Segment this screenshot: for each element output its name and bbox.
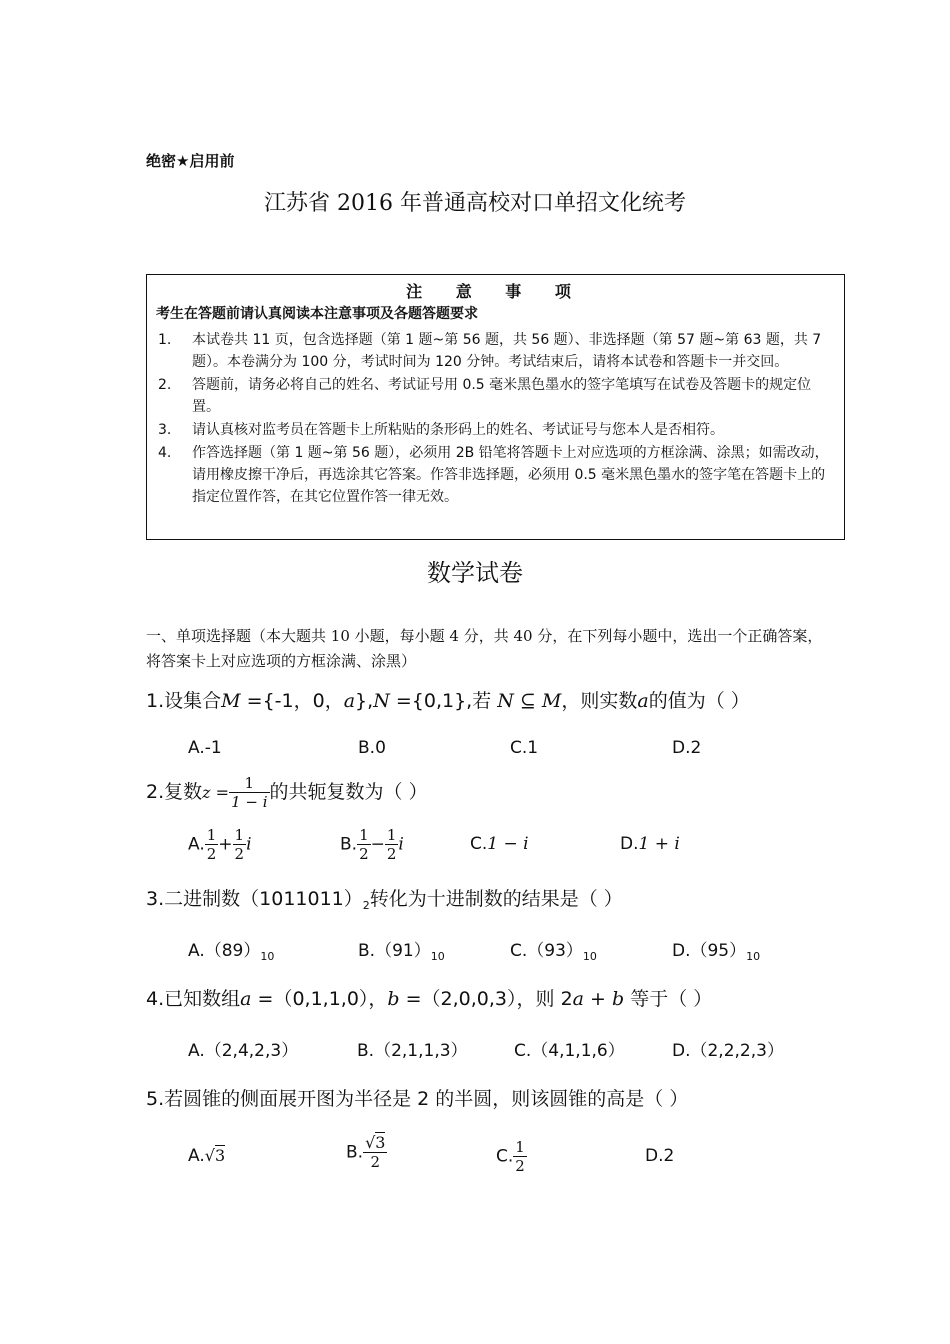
option-a [188,826,252,863]
question-text: =（0,1,1,0）， [251,988,388,1010]
option-label: C. [470,834,488,854]
fraction [513,1138,527,1175]
notice-item-number: 2. [158,377,172,393]
notice-title: 注 意 事 项 [406,282,585,301]
fraction-numerator: 1 [386,826,397,844]
question-number: 4. [146,988,165,1010]
math-operator: + [218,834,233,855]
notice-subtitle: 考生在答题前请认真阅读本注意事项及各题答题要求 [156,306,478,322]
math-var: a [572,988,584,1010]
math-var: a [637,690,649,712]
fraction-denominator: 1 − i [231,793,268,811]
option-b [340,826,404,863]
notice-item [156,442,836,508]
question-text: }, [355,690,374,712]
question-text: 的共轭复数为（ ） [269,781,428,803]
math-var: b [387,988,400,1010]
fraction [385,826,399,863]
option-label: A. [188,1146,205,1166]
fraction-numerator: 1 [515,1138,525,1156]
question-number: 5. [146,1088,165,1110]
option-a [188,936,274,963]
option-d [672,936,760,963]
math-var: a [240,988,252,1010]
fraction [357,826,371,863]
question-text: 设集合 [164,690,222,712]
option-c: C.1 [510,738,539,758]
fraction-numerator: 1 [229,774,269,793]
option-c [510,936,597,963]
option-label: B.（91） [358,941,431,961]
exam-title: 江苏省 2016 年普通高校对口单招文化统考 [264,191,686,216]
math-operator: − [370,834,385,855]
math-var: z = [202,783,230,802]
subscript: 10 [746,950,761,963]
option-a: A.（2,4,2,3） [188,1041,299,1061]
option-label: A. [188,834,205,855]
subscript: 2 [362,899,370,912]
question-text: ={0,1},若 [389,690,498,712]
question-text: 复数 [164,781,203,803]
option-label: B. [346,1142,364,1163]
question-1 [146,686,750,713]
question-text: 已知数组 [164,988,241,1010]
fraction [363,1134,387,1171]
fraction [229,774,269,811]
option-label: B. [340,834,358,855]
option-d: D.2 [645,1146,675,1166]
math-var: b [611,988,625,1010]
notice-item-number: 1. [158,332,172,348]
square-root: √3 [204,1146,226,1165]
option-c [470,834,529,854]
option-a: A.-1 [188,738,222,758]
fraction-denominator: 2 [206,845,217,863]
fraction-numerator: 1 [234,826,245,844]
fraction [233,826,247,863]
fraction-numerator: 1 [359,826,369,844]
fraction-denominator: 2 [234,845,245,863]
notice-item-text: 本试卷共 11 页，包含选择题（第 1 题~第 56 题，共 56 题）、非选择题（第 57 题~第 63 题，共 7 题）。本卷满分为 100 分，考试时间为 120 分钟。考试结束后，请将本试卷和答题卡一并交回。 [192,332,822,370]
fraction-denominator: 2 [386,845,397,863]
option-label: A.（89） [188,941,261,961]
radicand: 3 [214,1146,226,1165]
option-value: 1 + i [638,834,680,854]
notice-item-text: 答题前，请务必将自己的姓名、考试证号用 0.5 毫米黑色墨水的签字笔填写在试卷及答题卡的规定位置。 [192,377,812,415]
option-b: B.（2,1,1,3） [357,1041,468,1061]
option-d: D.2 [672,738,702,758]
question-text: 的值为（ ） [648,690,750,712]
question-number: 1. [146,690,165,712]
question-text: ，则实数 [561,690,638,712]
notice-item [156,329,836,373]
option-label: C. [496,1146,514,1167]
question-text: + [583,988,612,1010]
math-var: i [398,834,404,855]
fraction-denominator: 2 [359,845,369,863]
question-number: 2. [146,781,165,803]
option-value: 1 − i [487,834,529,854]
subscript: 10 [430,950,445,963]
question-5 [146,1084,688,1111]
question-number: 3. [146,888,165,910]
notice-item-number: 4. [158,445,172,461]
math-relation: N ⊆ M [497,690,562,712]
option-b: B.0 [358,738,386,758]
section-intro: 一、单项选择题（本大题共 10 小题，每小题 4 分，共 40 分，在下列每小题中，选出一个正确答案，将答案卡上对应选项的方框涂满、涂黑） [146,627,823,670]
option-c: C.（4,1,1,6） [514,1041,625,1061]
notice-box [146,274,845,540]
notice-item-text: 作答选择题（第 1 题~第 56 题），必须用 2B 铅笔将答题卡上对应选项的方框涂满、涂黑；如需改动，请用橡皮擦干净后，再选涂其它答案。作答非选择题，必须用 0.5 毫米黑色墨水的签字笔在答题卡上的指定位置作答，在其它位置作答一律无效。 [192,445,829,505]
math-var: a [343,690,356,712]
option-a [188,1146,225,1166]
option-label: D.（95） [672,941,747,961]
option-d [620,834,680,854]
subscript: 10 [582,950,597,963]
math-var: N [373,690,390,712]
option-label: D. [620,834,639,854]
question-3 [146,884,623,912]
secret-label: 绝密★启用前 [146,152,235,170]
math-var: M [221,690,241,712]
fraction [205,826,219,863]
notice-item-number: 3. [158,422,172,438]
option-b [346,1134,387,1171]
notice-item [156,419,836,441]
question-text: 若圆锥的侧面展开图为半径是 2 的半圆，则该圆锥的高是（ ） [164,1088,689,1110]
question-text: ={-1，0， [240,690,344,712]
option-b [358,936,445,963]
math-var: i [246,834,252,855]
fraction-denominator: 2 [370,1153,381,1171]
option-label: C.（93） [510,941,583,961]
question-4 [146,984,712,1011]
radicand: 3 [375,1133,386,1152]
option-d: D.（2,2,2,3） [672,1041,784,1061]
question-text: 转化为十进制数的结果是（ ） [369,888,623,910]
notice-list [156,329,836,509]
question-text: 等于（ ） [624,988,713,1010]
fraction-numerator: 1 [206,826,217,844]
fraction-numerator: √3 [365,1133,386,1152]
question-text: 二进制数（1011011） [164,888,363,910]
notice-item [156,374,836,418]
option-c [496,1138,527,1175]
question-text: =（2,0,0,3），则 2 [399,988,573,1010]
paper-title: 数学试卷 [427,559,523,587]
subscript: 10 [260,950,275,963]
question-2 [146,774,428,811]
notice-item-text: 请认真核对监考员在答题卡上所粘贴的条形码上的姓名、考试证号与您本人是否相符。 [192,422,724,438]
fraction-denominator: 2 [515,1157,525,1175]
